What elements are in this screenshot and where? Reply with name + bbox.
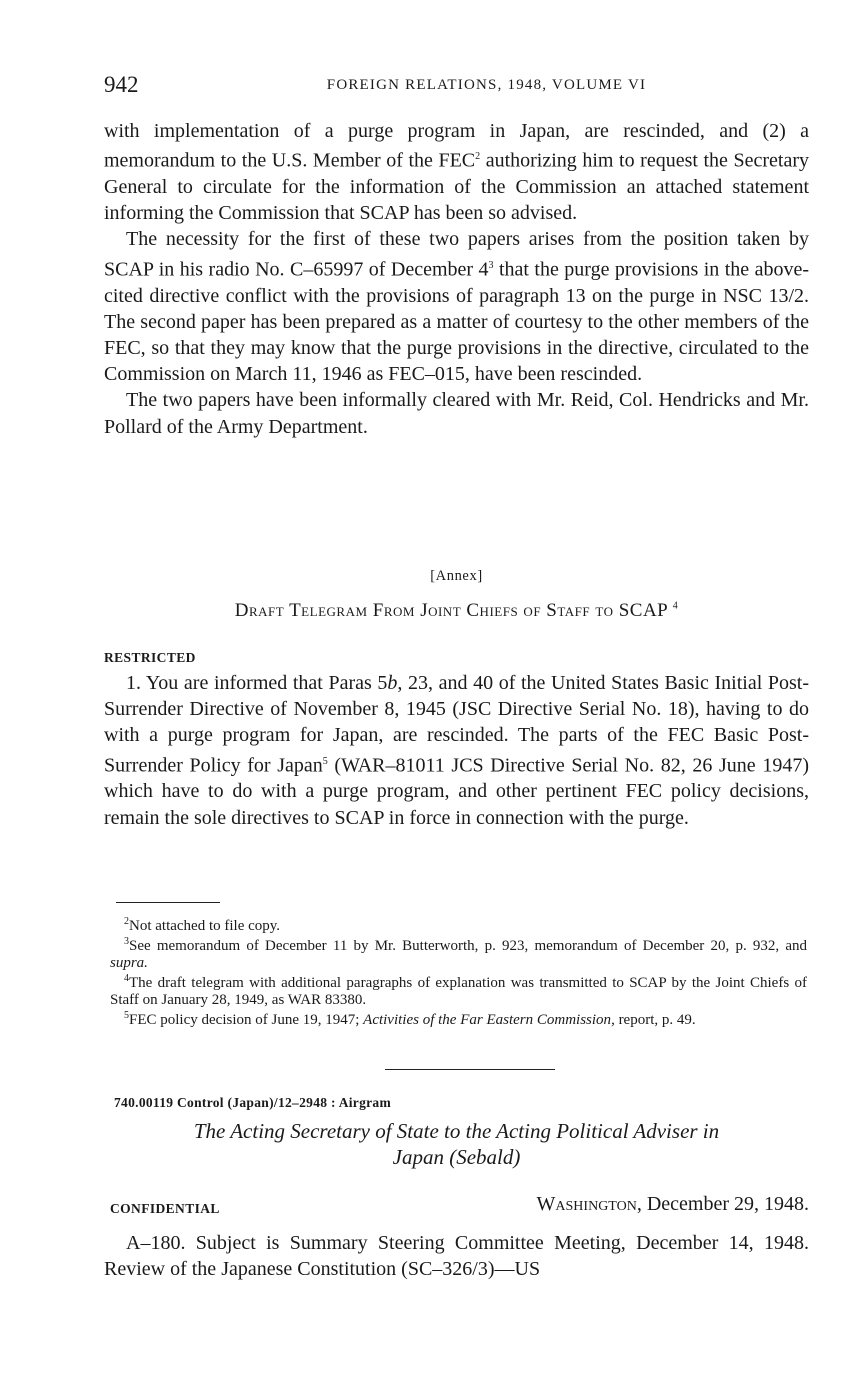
next-doc-paragraph-1: A–180. Subject is Summary Steering Committee Meeting, December 14, 1948. Review of the Japanese Constitution (SC–326/3)—US [104,1232,809,1281]
footnote-ref-2: 2 [475,151,481,163]
paragraph-3: The two papers have been informally cleared with Mr. Reid, Col. Hendricks and Mr. Pollard of the Army Department. [104,389,809,438]
document-heading: The Acting Secretary of State to the Acting Political Adviser in Japan (Sebald) [193,1119,720,1169]
footnote-ref-5: 5 [322,755,328,767]
annex-label: [Annex] [430,568,483,584]
paragraph-2: The necessity for the first of these two papers arises from the position taken by SCAP in his radio No. C–65997 of December $4^3$ that the purge provisions in the above-cited directive conflict with the provisions of paragraph 13 on the purge in NSC 13/2. The second paper has been prepared as a matter of courtesy to the other members of the FEC, so that they may know that the purge provisions in the directive, circulated to the Commission on March 11, 1946 as FEC–015, have been rescinded. [104,228,810,386]
annex-paragraph-1: 1. You are informed that Paras 5b, 23, and 40 of the United States Basic Initial Post-Surrender Directive of November 8, 1945 (JSC Directive Serial No. 18), having to do with a purge program for Japan, are rescinded. The parts of the FEC Basic Post-Surrender Policy for Japan$^5$ (WAR–81011 JCS Directive Serial No. 82, 26 June 1947) which have to do with a purge program, and other pertinent FEC policy decisions, remain the sole directives to SCAP in force in connection with the purge. [104,672,810,829]
paragraph-1: with implementation of a purge program in Japan, are rescinded, and (2) a memorandum to the U.S. Member of the FEC$^2$ authorizing him to request the Secretary General to circulate for the information of the Commission an attached statement informing the Commission that SCAP has been so advised. [104,120,809,225]
section-divider [385,1069,555,1070]
body-text-block [104,118,809,440]
page-number: 942 [104,72,139,97]
footnote-3: $^3$See memorandum of December 11 by Mr. Butterworth, p. 923, memorandum of December 20, p. 932, and supra. [110,936,807,971]
footnote-5: $^5$FEC policy decision of June 19, 1947; Activities of the Far Eastern Commission, report, p. 49. [124,1010,696,1029]
footnote-ref-3: 3 [488,259,494,271]
dateline-row [110,1193,809,1219]
footnotes [110,914,807,1028]
footnote-divider [116,902,220,903]
annex-body [104,670,809,831]
running-head: FOREIGN RELATIONS, 1948, VOLUME VI [326,77,647,93]
next-doc-body [104,1230,809,1282]
footnote-4: $^4$The draft telegram with additional paragraphs of explanation was transmitted to SCAP by the Joint Chiefs of Staff on January 28, 1949, as WAR 83380. [110,973,807,1008]
footnote-ref-4: 4 [672,600,679,612]
classification-confidential: CONFIDENTIAL [110,1201,220,1216]
dateline: Washington, December 29, 1948. [536,1193,809,1215]
annex-title: Draft Telegram From Joint Chiefs of Staff to SCAP $^4$ [234,600,679,621]
footnote-2: $^2$Not attached to file copy. [124,916,281,934]
classification-restricted: RESTRICTED [104,650,196,665]
file-reference: 740.00119 Control (Japan)/12–2948 : Airgram [114,1095,392,1110]
page-header [104,72,809,102]
